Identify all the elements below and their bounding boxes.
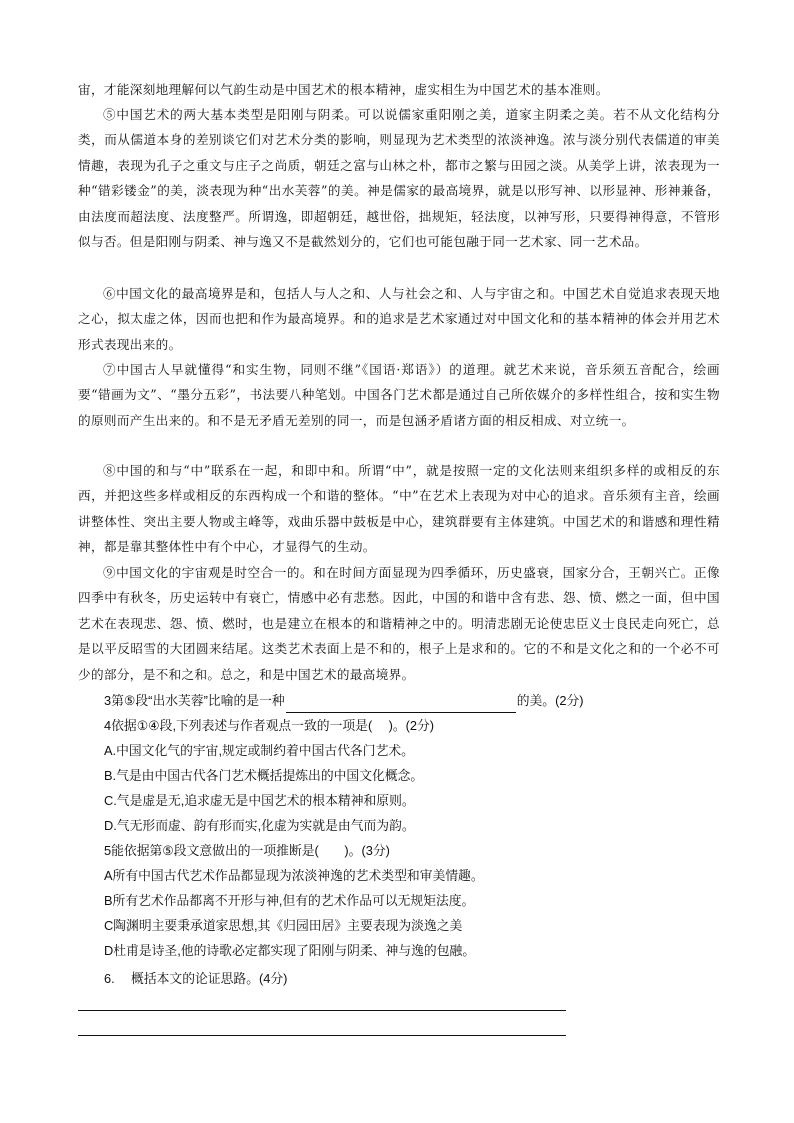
option-5b: B所有艺术作品都离不开形与神,但有的艺术作品可以无规矩法度。: [104, 893, 475, 908]
option-4c: C.气是虚是无,追求虚无是中国艺术的根本精神和原则。: [104, 793, 415, 808]
answer-line[interactable]: [78, 1035, 566, 1036]
option-4a: A.中国文化气的宇宙,规定或制约着中国古代各门艺术。: [104, 743, 414, 758]
option-4d: D.气无形而虚、韵有形而实,化虚为实就是由气而为韵。: [104, 818, 415, 833]
answer-line[interactable]: [78, 1010, 566, 1011]
option-5c: C陶渊明主要秉承道家思想,其《归园田居》主要表现为淡逸之美: [104, 918, 463, 933]
question-3: [104, 688, 584, 713]
option-5d: D杜甫是诗圣,他的诗歌必定都实现了阳刚与阴柔、神与逸的包融。: [104, 943, 476, 958]
passage-paragraph-8: ⑧中国的和与“中”联系在一起，和即中和。所谓“中”，就是按照一定的文化法则来组织多样的或相反的东西，并把这些多样或相反的东西构成一个和谐的整体。“中”在艺术上表现为对中心的追求。音乐须有主音，绘画讲整体性、突出主要人物或主峰等，戏曲乐器中鼓板是中心，建筑群要有主体建筑。中国艺术的和谐感和理性精神，都是靠其整体性中有个中心，才显得气的生动。: [78, 463, 720, 555]
passage-paragraph-9: ⑨中国文化的宇宙观是时空合一的。和在时间方面显现为四季循环，历史盛衰，国家分合，王朝兴亡。正像四季中有秋冬，历史运转中有衰亡，情感中必有悲愁。因此，中国的和谐中含有悲、怨、愤、燃之一面，但中国艺术在表现悲、怨、愤、燃时，也是建立在根本的和谐精神之中的。明清悲剧无论使忠臣义士良民走向死亡，总是以平反昭雪的大团圆来结尾。这类艺术表面上是不和的，根子上是求和的。它的不和是文化之和的一个必不可少的部分，是不和之和。总之，和是中国艺术的最高境界。: [78, 565, 720, 682]
question-6: 6. 概括本文的论证思路。(4分): [104, 971, 288, 986]
answer-blank[interactable]: [286, 698, 516, 713]
passage-paragraph-intro: 宙，才能深刻地理解何以气韵生动是中国艺术的根本精神，虚实相生为中国艺术的基本准则。: [78, 82, 609, 97]
option-5a: A所有中国古代艺术作品都显现为浓淡神逸的艺术类型和审美情趣。: [104, 868, 484, 883]
question-3-stem: 3第⑤段“出水芙蓉”比喻的是一种: [104, 693, 285, 708]
question-3-tail: 的美。(2分): [516, 693, 584, 708]
passage-paragraph-5: ⑤中国艺术的两大基本类型是阳刚与阴柔。可以说儒家重阳刚之美，道家主阴柔之美。若不从文化结构分类，而从儒道本身的差别谈它们对艺术分类的影响，则显现为艺术类型的浓淡神逸。浓与淡分别代表儒道的审美情趣，表现为孔子之重文与庄子之尚质，朝廷之富与山林之朴，都市之繁与田园之淡。从美学上讲，浓表现为一种“错彩镂金”的美，淡表现为种“出水芙蓉”的美。神是儒家的最高境界，就是以形写神、以形显神、形神兼备，由法度而超法度、法度整严。所谓逸，即超朝廷，越世俗，拙规矩，轻法度，以神写形，只要得神得意，不管形似与否。但是阳刚与阴柔、神与逸又不是截然划分的，它们也可能包融于同一艺术家、同一艺术品。: [78, 107, 720, 250]
question-5: 5能依据第⑤段文意做出的一项推断是( )。(3分): [104, 843, 390, 858]
question-4: 4依据①④段,下列表述与作者观点一致的一项是( )。(2分): [104, 718, 435, 733]
option-4b: B.气是由中国古代各门艺术概括提炼出的中国文化概念。: [104, 768, 424, 783]
passage-paragraph-6: ⑥中国文化的最高境界是和，包括人与人之和、人与社会之和、人与宇宙之和。中国艺术自觉追求表现天地之心，拟太虚之体，因而也把和作为最高境界。和的追求是艺术家通过对中国文化和的基本精神的体会并用艺术形式表现出来的。: [78, 286, 720, 352]
passage-paragraph-7: ⑦中国古人早就懂得“和实生物，同则不继”《国语·郑语》）的道理。就艺术来说，音乐须五音配合，绘画要“错画为文”、“墨分五彩”，书法要八种笔划。中国各门艺术都是通过自己所依媒介的多样性组合，按和实生物的原则而产生出来的。和不是无矛盾无差别的同一，而是包涵矛盾诸方面的相反相成、对立统一。: [78, 362, 720, 428]
